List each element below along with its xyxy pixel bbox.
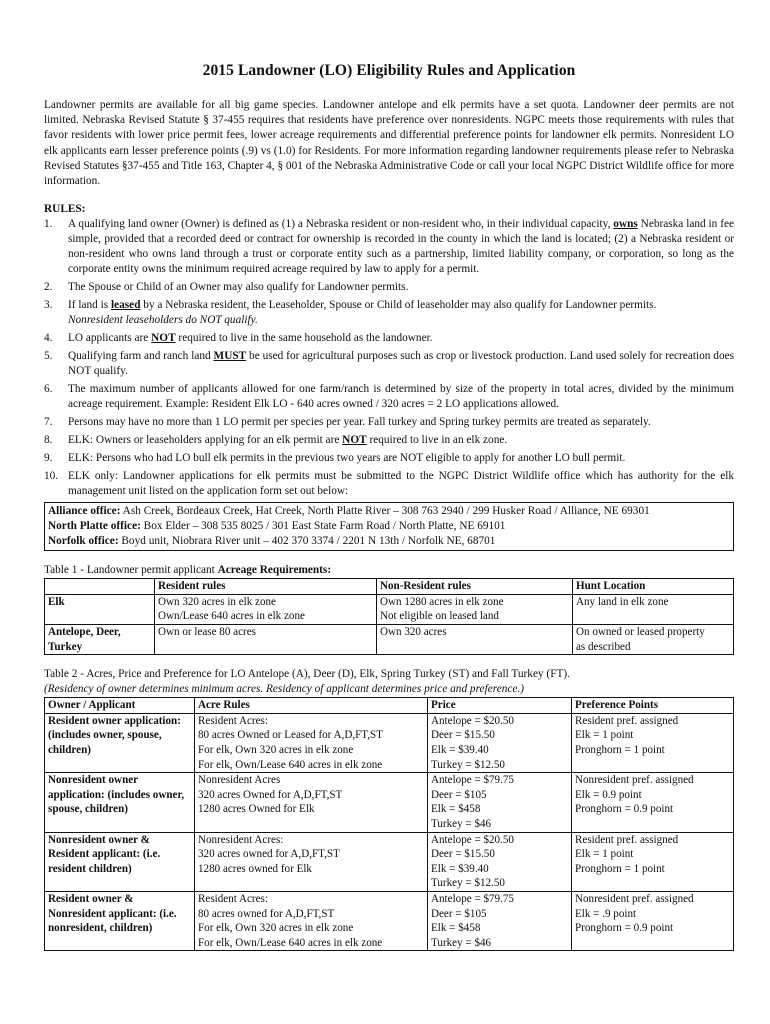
cell-line: Resident Acres: xyxy=(198,892,268,905)
acre-rules-cell xyxy=(195,773,428,832)
nonresident-rules-cell xyxy=(377,594,573,624)
office-label: Norfolk office: xyxy=(48,535,119,548)
rule-number: 5. xyxy=(44,350,53,363)
rule-item xyxy=(44,415,734,430)
column-header: Price xyxy=(428,698,572,714)
document-page xyxy=(44,62,734,951)
cell-line: 320 acres Owned for A,D,FT,ST xyxy=(198,788,343,801)
cell-line: Nonresident Acres: xyxy=(198,833,284,846)
table1-caption xyxy=(44,563,734,578)
column-header: Hunt Location xyxy=(573,579,734,595)
cell-line: Elk = $39.40 xyxy=(431,862,489,875)
table-row xyxy=(45,832,734,891)
species-cell: Antelope, Deer, Turkey xyxy=(45,625,155,655)
table-row xyxy=(45,594,734,624)
cell-line: Pronghorn = 1 point xyxy=(575,743,665,756)
office-details: Boyd unit, Niobrara River unit – 402 370 3374 / 2201 N 13th / Norfolk NE, 68701 xyxy=(118,535,496,548)
cell-line: Elk = 1 point xyxy=(575,848,634,861)
office-details: Box Elder – 308 535 8025 / 301 East State Farm Road / North Platte, NE 69101 xyxy=(140,520,506,533)
rule-number: 6. xyxy=(44,383,53,396)
cell-line: Nonresident Acres xyxy=(198,774,281,787)
rule-number: 8. xyxy=(44,434,53,447)
cell-line: Turkey = $12.50 xyxy=(431,758,505,771)
owner-applicant-cell: Resident owner application: (includes owner, spouse, children) xyxy=(45,713,195,772)
cell-line: Turkey = $46 xyxy=(431,817,492,830)
price-cell xyxy=(428,832,572,891)
hunt-location-cell xyxy=(573,594,734,624)
rule-emphasis: leased xyxy=(110,299,141,312)
rule-item xyxy=(44,349,734,379)
rule-item xyxy=(44,382,734,412)
rule-number: 10. xyxy=(44,470,59,483)
column-header: Owner / Applicant xyxy=(45,698,195,714)
rule-emphasis: NOT xyxy=(342,434,367,447)
acre-rules-cell xyxy=(195,832,428,891)
cell-line: Own 1280 acres in elk zone xyxy=(380,595,504,608)
rule-text-cont: required to live in an elk zone. xyxy=(366,434,508,447)
office-line xyxy=(48,519,730,534)
cell-line: For elk, Own 320 acres in elk zone xyxy=(198,922,354,935)
district-offices-box xyxy=(44,502,734,551)
species-cell: Elk xyxy=(45,594,155,624)
table-header-row xyxy=(45,579,734,595)
cell-line: Elk = $458 xyxy=(431,922,481,935)
rule-item xyxy=(44,469,734,499)
rule-item xyxy=(44,433,734,448)
rule-text: ELK: Owners or leaseholders applying for an elk permit are xyxy=(68,434,343,447)
cell-line: Elk = 0.9 point xyxy=(575,788,642,801)
table-row xyxy=(45,891,734,950)
rule-item xyxy=(44,298,734,328)
table-row xyxy=(45,625,734,655)
rule-item xyxy=(44,280,734,295)
rule-item xyxy=(44,451,734,466)
rule-number: 3. xyxy=(44,299,53,312)
column-header: Non-Resident rules xyxy=(377,579,573,595)
rule-number: 2. xyxy=(44,281,53,294)
cell-line: Any land in elk zone xyxy=(576,595,669,608)
rule-emphasis: owns xyxy=(613,218,638,231)
cell-line: Own or lease 80 acres xyxy=(158,626,256,638)
table2-caption xyxy=(44,667,734,682)
cell-line: Turkey = $12.50 xyxy=(431,877,505,890)
rule-text: ELK: Persons who had LO bull elk permits in the previous two years are NOT eligible to apply for another LO bull permit. xyxy=(68,452,626,465)
preference-points-cell xyxy=(572,773,734,832)
cell-line: Antelope = $79.75 xyxy=(431,774,514,787)
preference-points-cell xyxy=(572,713,734,772)
owner-applicant-cell: Nonresident owner application: (includes owner, spouse, children) xyxy=(45,773,195,832)
cell-line: Turkey = $46 xyxy=(431,936,492,949)
cell-line: Antelope = $20.50 xyxy=(431,714,514,727)
rule-number: 7. xyxy=(44,416,53,429)
table2-caption-text: - Acres, Price and Preference for LO Antelope (A), Deer (D), Elk, Spring Turkey (ST) and Fall Turkey (FT). xyxy=(77,668,570,681)
price-cell xyxy=(428,773,572,832)
rule-text-cont: be used for agricultural purposes such as crop or livestock production. Land used solely for recreation does NOT qualify. xyxy=(68,350,735,378)
office-line xyxy=(48,504,730,519)
rule-number: 1. xyxy=(44,218,53,231)
cell-line: Resident Acres: xyxy=(198,714,268,727)
rule-text: The maximum number of applicants allowed for one farm/ranch is determined by size of the property in total acres, divided by the minimum acreage requirement. Example: Resident Elk LO - 640 acres owned / 320 acres = 2 LO applications allowed. xyxy=(68,383,734,411)
rule-text: If land is xyxy=(68,299,111,312)
rule-note: Nonresident leaseholders do NOT qualify. xyxy=(68,314,258,327)
rule-text-cont: Nebraska land in fee simple, provided that a recorded deed or contract for ownership is recorded in the county in which the land is located; (2) a Nebraska resident or non-resident who owns land through a trust or corporate entity such as a partnership, limited liability company, or corporation, so long as the corporate entity owns the minimum required acreage required by law to apply for a permit. xyxy=(68,218,734,276)
cell-line: Pronghorn = 0.9 point xyxy=(575,803,674,816)
column-header: Acre Rules xyxy=(195,698,428,714)
rule-emphasis: MUST xyxy=(213,350,247,363)
office-label: North Platte office: xyxy=(48,520,141,533)
document-title: 2015 Landowner (LO) Eligibility Rules and Application xyxy=(202,62,576,79)
owner-applicant-cell: Nonresident owner & Resident applicant: (i.e. resident children) xyxy=(45,832,195,891)
cell-line: 320 acres owned for A,D,FT,ST xyxy=(198,848,340,861)
cell-line: Elk = .9 point xyxy=(575,907,637,920)
table1-caption-text: - Landowner permit applicant xyxy=(77,564,218,577)
table1-caption-bold: Acreage Requirements: xyxy=(217,564,332,577)
cell-line: Own/Lease 640 acres in elk zone xyxy=(158,610,305,623)
cell-line: Deer = $105 xyxy=(431,788,487,801)
table2-caption-italic: (Residency of owner determines minimum acres. Residency of applicant determines price and preference.) xyxy=(44,683,524,696)
resident-rules-cell xyxy=(155,625,377,655)
cell-line: For elk, Own 320 acres in elk zone xyxy=(198,743,354,756)
cell-line: Pronghorn = 1 point xyxy=(575,862,665,875)
table1-caption-prefix: Table 1 xyxy=(44,564,78,577)
rule-text: LO applicants are xyxy=(68,332,152,345)
intro-paragraph: Landowner permits are available for all big game species. Landowner antelope and elk permits have a set quota. Landowner deer permits are not limited. Nebraska Revised Statute § 37-455 requires that residents have preference over nonresidents. NGPC meets those requirements with rules that favor residents with lower price permit fees, lower acreage requirements and differential preference points for landowner elk permits. Nonresident LO elk applicants earn lesser preference points (.9) vs (1.0) for Residents. For more information regarding landowner requirements please refer to Nebraska Revised Statutes §37-455 and Title 163, Chapter 4, § 001 of the Nebraska Administrative Code or call your local NGPC District Wildlife office for more information. xyxy=(44,99,734,188)
cell-line: On owned or leased property xyxy=(576,626,705,638)
table-row xyxy=(45,773,734,832)
resident-rules-cell xyxy=(155,594,377,624)
table-row xyxy=(45,713,734,772)
rules-list xyxy=(44,217,734,499)
rule-text: Persons may have no more than 1 LO permit per species per year. Fall turkey and Spring turkey permits are treated as separately. xyxy=(68,416,651,429)
office-details: Ash Creek, Bordeaux Creek, Hat Creek, North Platte River – 308 763 2940 / 299 Husker Road / Alliance, NE 69301 xyxy=(120,505,650,518)
rule-emphasis: NOT xyxy=(151,332,176,345)
rule-item xyxy=(44,217,734,277)
price-cell xyxy=(428,713,572,772)
cell-line: Antelope = $79.75 xyxy=(431,892,514,905)
cell-line: Not eligible on leased land xyxy=(380,610,499,623)
cell-line: as described xyxy=(576,640,631,653)
cell-line: Nonresident pref. assigned xyxy=(575,892,694,905)
office-line xyxy=(48,534,730,549)
rule-text: The Spouse or Child of an Owner may also qualify for Landowner permits. xyxy=(68,281,409,294)
price-cell xyxy=(428,891,572,950)
cell-line: For elk, Own/Lease 640 acres in elk zone xyxy=(198,758,383,771)
cell-line: Own 320 acres xyxy=(380,626,447,638)
cell-line: Deer = $105 xyxy=(431,907,487,920)
cell-line: Elk = $39.40 xyxy=(431,743,489,756)
table-header-row xyxy=(45,698,734,714)
preference-points-cell xyxy=(572,891,734,950)
owner-applicant-cell: Resident owner & Nonresident applicant: (i.e. nonresident, children) xyxy=(45,891,195,950)
rule-text: ELK only: Landowner applications for elk permits must be submitted to the NGPC District Wildlife office which has authority for the elk management unit listed on the application form set out below: xyxy=(68,470,734,498)
cell-line: Pronghorn = 0.9 point xyxy=(575,922,674,935)
column-header xyxy=(45,579,155,595)
rule-text-cont: by a Nebraska resident, the Leaseholder, Spouse or Child of leaseholder may also qualify for Landowner permits. xyxy=(140,299,657,312)
acreage-requirements-table xyxy=(44,578,734,655)
cell-line: Own 320 acres in elk zone xyxy=(158,595,276,608)
acre-rules-cell xyxy=(195,891,428,950)
cell-line: 80 acres Owned or Leased for A,D,FT,ST xyxy=(198,729,383,742)
preference-points-cell xyxy=(572,832,734,891)
acre-rules-cell xyxy=(195,713,428,772)
table2-caption-prefix: Table 2 xyxy=(44,668,78,681)
rule-number: 9. xyxy=(44,452,53,465)
column-header: Preference Points xyxy=(572,698,734,714)
cell-line: Resident pref. assigned xyxy=(575,833,679,846)
cell-line: Nonresident pref. assigned xyxy=(575,774,694,787)
office-label: Alliance office: xyxy=(48,505,121,518)
table2-subcaption xyxy=(44,682,734,697)
cell-line: Resident pref. assigned xyxy=(575,714,679,727)
rule-text: A qualifying land owner (Owner) is defined as (1) a Nebraska resident or non-resident who, in their individual capacity, xyxy=(68,218,614,231)
cell-line: 1280 acres Owned for Elk xyxy=(198,803,315,816)
rule-text: Qualifying farm and ranch land xyxy=(68,350,214,363)
rule-number: 4. xyxy=(44,332,53,345)
rule-text-cont: required to live in the same household as the landowner. xyxy=(175,332,433,345)
acres-price-preference-table xyxy=(44,697,734,951)
cell-line: For elk, Own/Lease 640 acres in elk zone xyxy=(198,936,383,949)
cell-line: Deer = $15.50 xyxy=(431,729,495,742)
column-header: Resident rules xyxy=(155,579,377,595)
nonresident-rules-cell xyxy=(377,625,573,655)
cell-line: Deer = $15.50 xyxy=(431,848,495,861)
cell-line: Elk = 1 point xyxy=(575,729,634,742)
rule-item xyxy=(44,331,734,346)
hunt-location-cell xyxy=(573,625,734,655)
cell-line: 80 acres owned for A,D,FT,ST xyxy=(198,907,335,920)
rules-heading: RULES: xyxy=(44,203,86,216)
cell-line: Elk = $458 xyxy=(431,803,481,816)
cell-line: Antelope = $20.50 xyxy=(431,833,514,846)
cell-line: 1280 acres owned for Elk xyxy=(198,862,312,875)
